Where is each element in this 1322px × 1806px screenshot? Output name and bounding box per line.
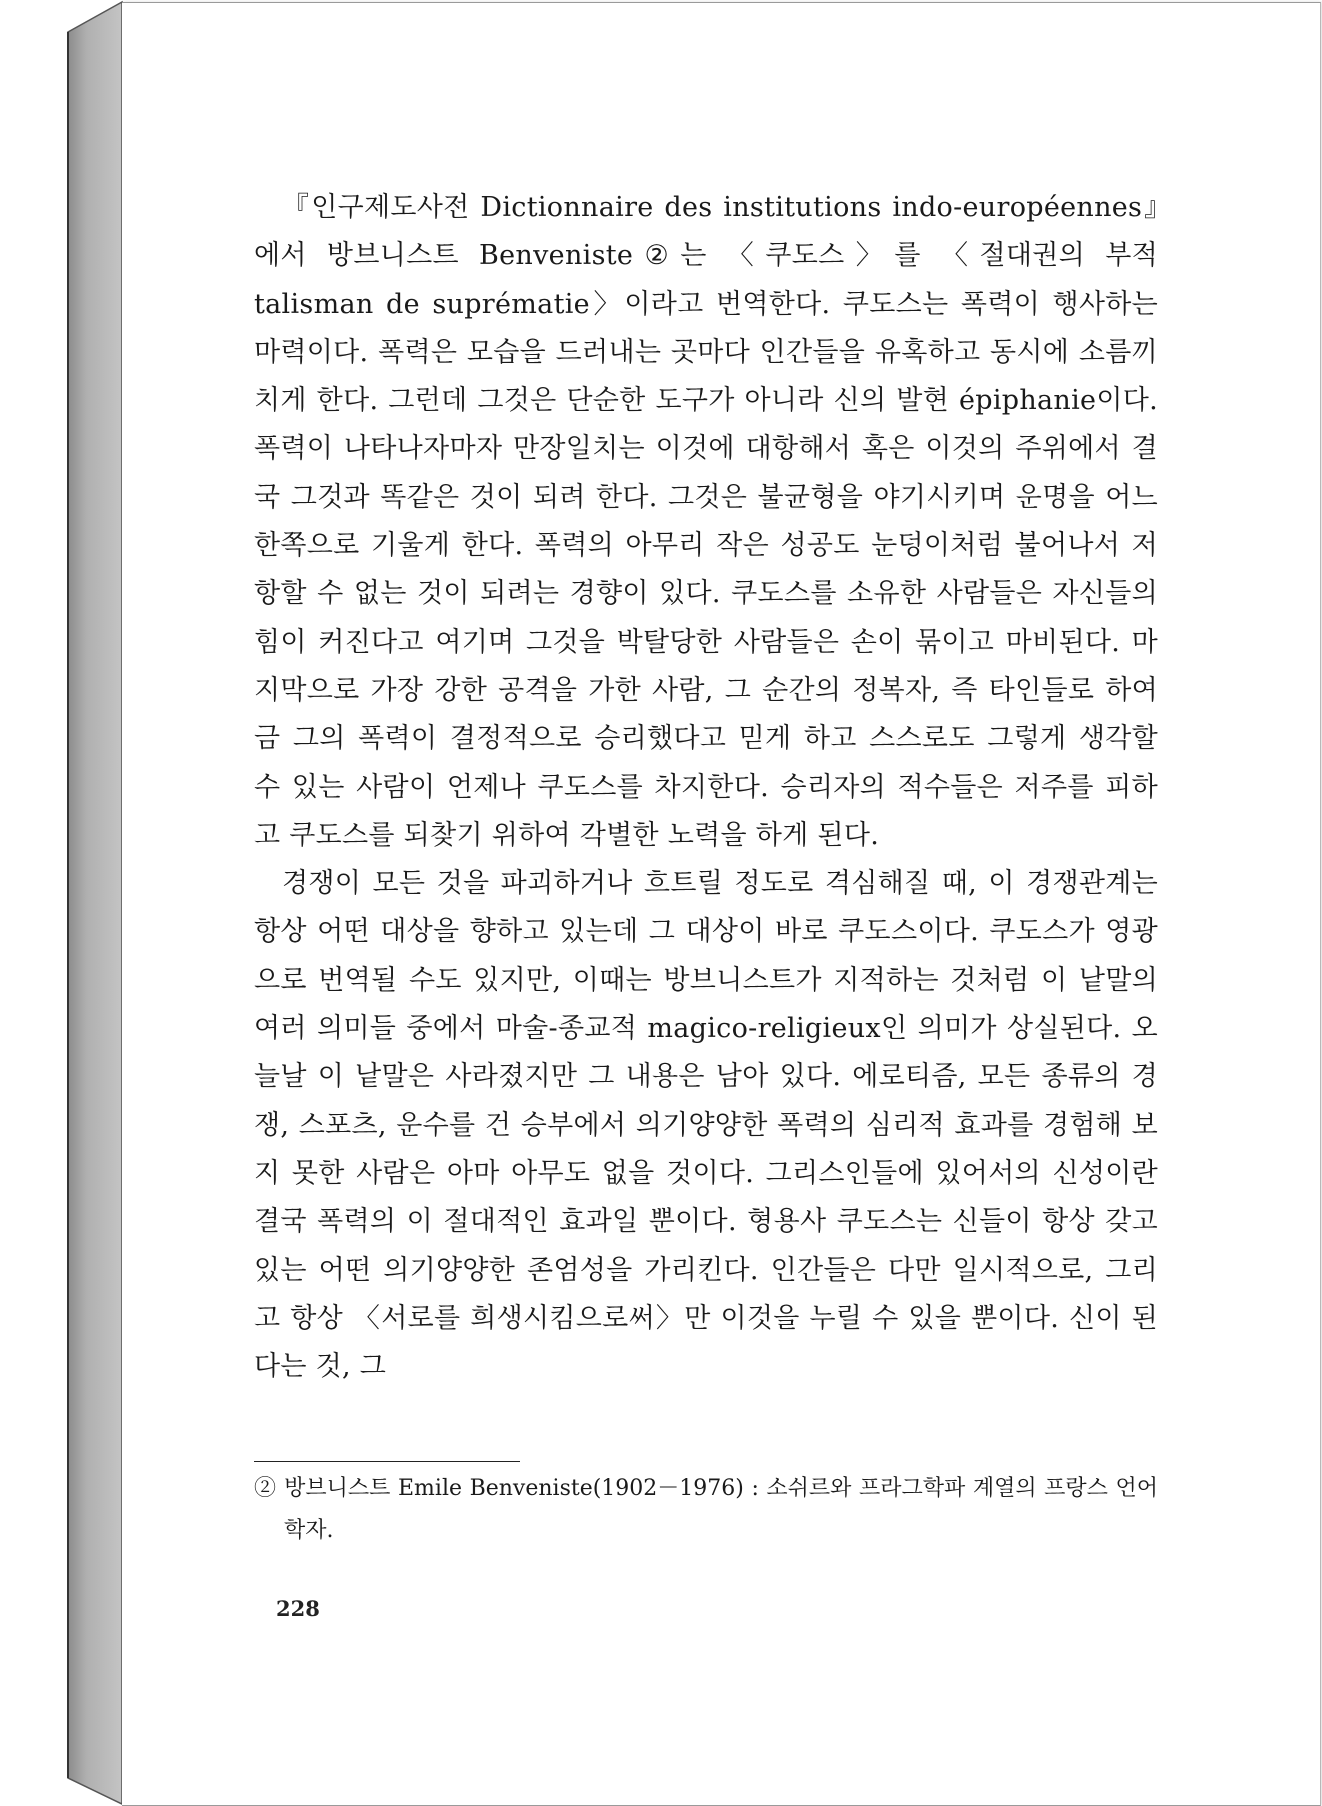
body-text <box>254 184 1158 1391</box>
footnote: ② 방브니스트 Emile Benveniste(1902－1976) : 소쉬르와 프라그학파 계열의 프랑스 언어학자. <box>254 1476 1158 1543</box>
paragraph-2-text: 경쟁이 모든 것을 파괴하거나 흐트릴 정도로 격심해질 때, 이 경쟁관계는 항상 어떤 대상을 향하고 있는데 그 대상이 바로 쿠도스이다. 쿠도스가 영광으로 번역될 수도 있지만, 이때는 방브니스트가 지적하는 것처럼 이 낱말의 여러 의미들 중에서 마술-종교적 magico-religieux인 의미가 상실된다. 오늘날 이 낱말은 사라졌지만 그 내용은 남아 있다. 에로티즘, 모든 종류의 경쟁, 스포츠, 운수를 건 승부에서 의기양양한 폭력의 심리적 효과를 경험해 보지 못한 사람은 아마 아무도 없을 것이다. 그리스인들에 있어서의 신성이란 결국 폭력의 이 절대적인 효과일 뿐이다. 형용사 쿠도스는 신들이 항상 갖고 있는 어떤 의기양양한 존엄성을 가리킨다. 인간들은 다만 일시적으로, 그리고 항상 〈서로를 희생시킴으로써〉만 이것을 누릴 수 있을 뿐이다. 신이 된다는 것, 그 <box>254 868 1158 1383</box>
footnote-divider <box>254 1461 520 1462</box>
paragraph-2 <box>254 860 1158 1391</box>
paragraph-1 <box>254 184 1158 860</box>
paragraph-1-text: 『인구제도사전 Dictionnaire des institutions indo-européennes』에서 방브니스트 Benveniste②는 〈쿠도스〉를 〈절대권의 부적 talisman de suprématie〉이라고 번역한다. 쿠도스는 폭력이 행사하는 마력이다. 폭력은 모습을 드러내는 곳마다 인간들을 유혹하고 동시에 소름끼치게 한다. 그런데 그것은 단순한 도구가 아니라 신의 발현 épiphanie이다. 폭력이 나타나자마자 만장일치는 이것에 대항해서 혹은 이것의 주위에서 결국 그것과 똑같은 것이 되려 한다. 그것은 불균형을 야기시키며 운명을 어느 한쪽으로 기울게 한다. 폭력의 아무리 작은 성공도 눈덩이처럼 불어나서 저항할 수 없는 것이 되려는 경향이 있다. 쿠도스를 소유한 사람들은 자신들의 힘이 커진다고 여기며 그것을 박탈당한 사람들은 손이 묶이고 마비된다. 마지막으로 가장 강한 공격을 가한 사람, 그 순간의 정복자, 즉 타인들로 하여금 그의 폭력이 결정적으로 승리했다고 믿게 하고 스스로도 그렇게 생각할 수 있는 사람이 언제나 쿠도스를 차지한다. 승리자의 적수들은 저주를 피하고 쿠도스를 되찾기 위하여 각별한 노력을 하게 된다. <box>254 192 1158 851</box>
page-number: 228 <box>276 1596 320 1621</box>
